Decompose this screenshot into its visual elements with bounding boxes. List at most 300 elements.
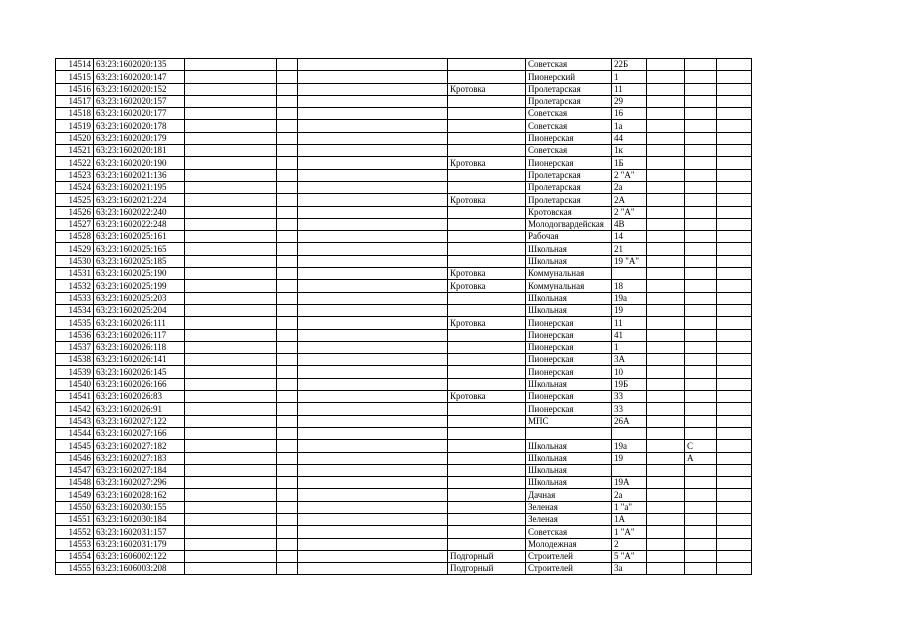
district-cell [298,329,448,341]
empty-cell [277,268,298,280]
building-letter-cell [685,108,717,120]
empty-cell [277,452,298,464]
village-cell [448,366,526,378]
building-letter-cell [685,255,717,267]
house-number-cell: 16 [612,108,647,120]
house-number-cell: 1 "А" [612,526,647,538]
address-table [55,58,752,575]
empty-cell [647,317,685,329]
house-number-cell: 11 [612,317,647,329]
table-row [56,83,752,95]
building-letter-cell [685,59,717,71]
street-cell: Коммунальная [526,268,612,280]
empty-cell [185,304,277,316]
building-letter-cell [685,366,717,378]
cadastral-number-cell: 63:23:1602020:181 [94,145,185,157]
empty-cell [647,477,685,489]
village-cell [448,464,526,476]
house-number-cell: 14 [612,231,647,243]
cadastral-number-cell: 63:23:1602027:183 [94,452,185,464]
building-letter-cell [685,206,717,218]
building-letter-cell [685,538,717,550]
district-cell [298,366,448,378]
empty-cell [647,243,685,255]
village-cell: Кротовка [448,317,526,329]
house-number-cell: 11 [612,83,647,95]
empty-cell [277,71,298,83]
house-number-cell: 19а [612,440,647,452]
empty-cell [277,132,298,144]
table-row [56,427,752,439]
street-cell: Зеленая [526,501,612,513]
empty-cell [717,354,752,366]
empty-cell [647,440,685,452]
house-number-cell: 19А [612,477,647,489]
empty-cell [717,440,752,452]
empty-cell [185,59,277,71]
building-letter-cell [685,145,717,157]
empty-cell [717,329,752,341]
building-letter-cell [685,157,717,169]
village-cell [448,452,526,464]
cadastral-number-cell: 63:23:1602030:155 [94,501,185,513]
cadastral-number-cell: 63:23:1602025:165 [94,243,185,255]
district-cell [298,243,448,255]
row-number-cell: 14522 [56,157,94,169]
district-cell [298,218,448,230]
table-row [56,464,752,476]
district-cell [298,452,448,464]
empty-cell [277,366,298,378]
row-number-cell: 14542 [56,403,94,415]
street-cell: Пионерская [526,391,612,403]
empty-cell [647,206,685,218]
row-number-cell: 14530 [56,255,94,267]
cadastral-number-cell: 63:23:1602020:179 [94,132,185,144]
village-cell [448,108,526,120]
house-number-cell: 19 [612,304,647,316]
empty-cell [277,391,298,403]
village-cell [448,501,526,513]
empty-cell [717,280,752,292]
house-number-cell: 19Б [612,378,647,390]
empty-cell [277,378,298,390]
street-cell: Школьная [526,464,612,476]
district-cell [298,59,448,71]
empty-cell [277,108,298,120]
district-cell [298,464,448,476]
empty-cell [185,95,277,107]
house-number-cell: 2а [612,489,647,501]
empty-cell [277,477,298,489]
row-number-cell: 14520 [56,132,94,144]
village-cell: Кротовка [448,83,526,95]
empty-cell [647,329,685,341]
building-letter-cell [685,513,717,525]
cadastral-number-cell: 63:23:1602027:122 [94,415,185,427]
table-row [56,268,752,280]
district-cell [298,206,448,218]
empty-cell [185,452,277,464]
cadastral-number-cell: 63:23:1602020:135 [94,59,185,71]
empty-cell [185,440,277,452]
district-cell [298,194,448,206]
building-letter-cell [685,329,717,341]
empty-cell [717,108,752,120]
table-row [56,329,752,341]
empty-cell [185,145,277,157]
building-letter-cell [685,550,717,562]
empty-cell [647,513,685,525]
empty-cell [185,341,277,353]
row-number-cell: 14547 [56,464,94,476]
building-letter-cell [685,317,717,329]
district-cell [298,415,448,427]
table-body [56,59,752,575]
village-cell [448,403,526,415]
empty-cell [277,354,298,366]
empty-cell [185,477,277,489]
street-cell: Пионерская [526,329,612,341]
district-cell [298,292,448,304]
street-cell: Дачная [526,489,612,501]
table-row [56,95,752,107]
cadastral-number-cell: 63:23:1602020:152 [94,83,185,95]
building-letter-cell [685,169,717,181]
empty-cell [717,255,752,267]
empty-cell [717,132,752,144]
district-cell [298,440,448,452]
cadastral-number-cell: 63:23:1602031:179 [94,538,185,550]
table-row [56,550,752,562]
empty-cell [647,145,685,157]
row-number-cell: 14548 [56,477,94,489]
house-number-cell: 4В [612,218,647,230]
empty-cell [647,95,685,107]
building-letter-cell [685,95,717,107]
empty-cell [647,169,685,181]
row-number-cell: 14553 [56,538,94,550]
village-cell [448,255,526,267]
village-cell [448,354,526,366]
village-cell [448,120,526,132]
empty-cell [717,427,752,439]
district-cell [298,304,448,316]
building-letter-cell [685,280,717,292]
empty-cell [185,194,277,206]
table-row [56,120,752,132]
cadastral-number-cell: 63:23:1602027:166 [94,427,185,439]
building-letter-cell [685,83,717,95]
table-row [56,378,752,390]
empty-cell [717,292,752,304]
empty-cell [185,366,277,378]
empty-cell [647,391,685,403]
table-row [56,354,752,366]
empty-cell [277,403,298,415]
empty-cell [717,403,752,415]
street-cell: Пионерский [526,71,612,83]
table-row [56,526,752,538]
table-row [56,108,752,120]
cadastral-number-cell: 63:23:1602025:204 [94,304,185,316]
building-letter-cell [685,563,717,575]
village-cell [448,489,526,501]
district-cell [298,563,448,575]
cadastral-number-cell: 63:23:1602021:136 [94,169,185,181]
street-cell: Школьная [526,255,612,267]
empty-cell [717,538,752,550]
empty-cell [185,231,277,243]
empty-cell [647,415,685,427]
table-row [56,415,752,427]
street-cell: Пролетарская [526,83,612,95]
village-cell [448,132,526,144]
empty-cell [717,83,752,95]
empty-cell [647,304,685,316]
cadastral-number-cell: 63:23:1602025:203 [94,292,185,304]
house-number-cell: 1а [612,120,647,132]
row-number-cell: 14533 [56,292,94,304]
row-number-cell: 14526 [56,206,94,218]
empty-cell [277,157,298,169]
row-number-cell: 14543 [56,415,94,427]
empty-cell [717,452,752,464]
empty-cell [277,292,298,304]
street-cell: Советская [526,526,612,538]
empty-cell [277,538,298,550]
street-cell: Коммунальная [526,280,612,292]
building-letter-cell [685,71,717,83]
empty-cell [717,59,752,71]
row-number-cell: 14534 [56,304,94,316]
empty-cell [185,464,277,476]
street-cell: МПС [526,415,612,427]
row-number-cell: 14545 [56,440,94,452]
house-number-cell: 2 "А" [612,206,647,218]
cadastral-number-cell: 63:23:1602026:91 [94,403,185,415]
empty-cell [717,194,752,206]
empty-cell [717,268,752,280]
cadastral-number-cell: 63:23:1602025:185 [94,255,185,267]
cadastral-number-cell: 63:23:1602027:296 [94,477,185,489]
table-row [56,366,752,378]
empty-cell [717,243,752,255]
empty-cell [647,526,685,538]
empty-cell [647,378,685,390]
row-number-cell: 14525 [56,194,94,206]
street-cell: Пионерская [526,366,612,378]
street-cell: Пионерская [526,341,612,353]
table-row [56,181,752,193]
empty-cell [717,231,752,243]
building-letter-cell [685,427,717,439]
cadastral-number-cell: 63:23:1602027:182 [94,440,185,452]
cadastral-number-cell: 63:23:1606002:122 [94,550,185,562]
district-cell [298,268,448,280]
empty-cell [185,243,277,255]
empty-cell [277,440,298,452]
table-row [56,231,752,243]
building-letter-cell: А [685,452,717,464]
table-row [56,157,752,169]
house-number-cell: 2а [612,181,647,193]
building-letter-cell [685,489,717,501]
village-cell [448,427,526,439]
empty-cell [647,218,685,230]
street-cell: Пионерская [526,157,612,169]
empty-cell [277,59,298,71]
house-number-cell: 29 [612,95,647,107]
row-number-cell: 14552 [56,526,94,538]
district-cell [298,157,448,169]
row-number-cell: 14538 [56,354,94,366]
house-number-cell: 21 [612,243,647,255]
empty-cell [717,157,752,169]
district-cell [298,341,448,353]
cadastral-number-cell: 63:23:1602026:118 [94,341,185,353]
cadastral-number-cell: 63:23:1602020:177 [94,108,185,120]
row-number-cell: 14540 [56,378,94,390]
row-number-cell: 14524 [56,181,94,193]
empty-cell [277,341,298,353]
building-letter-cell [685,354,717,366]
street-cell: Пролетарская [526,181,612,193]
empty-cell [185,550,277,562]
house-number-cell: 26А [612,415,647,427]
village-cell [448,341,526,353]
street-cell: Строителей [526,563,612,575]
village-cell [448,71,526,83]
empty-cell [277,526,298,538]
village-cell [448,513,526,525]
table-row [56,477,752,489]
table-row [56,71,752,83]
street-cell: Советская [526,120,612,132]
district-cell [298,526,448,538]
table-row [56,403,752,415]
empty-cell [647,464,685,476]
street-cell: Школьная [526,292,612,304]
district-cell [298,477,448,489]
house-number-cell: 2 [612,538,647,550]
house-number-cell: 44 [612,132,647,144]
row-number-cell: 14529 [56,243,94,255]
empty-cell [717,501,752,513]
cadastral-number-cell: 63:23:1602031:157 [94,526,185,538]
cadastral-number-cell: 63:23:1602026:83 [94,391,185,403]
empty-cell [647,280,685,292]
empty-cell [647,120,685,132]
empty-cell [647,83,685,95]
empty-cell [277,169,298,181]
row-number-cell: 14527 [56,218,94,230]
village-cell [448,477,526,489]
empty-cell [717,206,752,218]
empty-cell [717,120,752,132]
empty-cell [717,95,752,107]
empty-cell [717,391,752,403]
village-cell [448,231,526,243]
cadastral-number-cell: 63:23:1602026:166 [94,378,185,390]
street-cell: Рабочая [526,231,612,243]
house-number-cell: 19 [612,452,647,464]
district-cell [298,403,448,415]
cadastral-number-cell: 63:23:1602027:184 [94,464,185,476]
street-cell: Школьная [526,304,612,316]
district-cell [298,317,448,329]
empty-cell [185,427,277,439]
empty-cell [647,71,685,83]
empty-cell [277,329,298,341]
district-cell [298,181,448,193]
cadastral-number-cell: 63:23:1602025:161 [94,231,185,243]
house-number-cell: 1 [612,341,647,353]
row-number-cell: 14554 [56,550,94,562]
empty-cell [647,550,685,562]
empty-cell [185,513,277,525]
street-cell: Кротовская [526,206,612,218]
street-cell: Советская [526,59,612,71]
village-cell: Кротовка [448,391,526,403]
empty-cell [717,477,752,489]
street-cell: Молодогвардейская [526,218,612,230]
row-number-cell: 14519 [56,120,94,132]
row-number-cell: 14514 [56,59,94,71]
cadastral-number-cell: 63:23:1602026:145 [94,366,185,378]
empty-cell [185,563,277,575]
village-cell: Кротовка [448,194,526,206]
empty-cell [277,304,298,316]
empty-cell [277,427,298,439]
row-number-cell: 14537 [56,341,94,353]
district-cell [298,83,448,95]
empty-cell [185,169,277,181]
empty-cell [277,489,298,501]
cadastral-number-cell: 63:23:1602025:199 [94,280,185,292]
empty-cell [185,132,277,144]
empty-cell [717,317,752,329]
empty-cell [717,464,752,476]
street-cell: Советская [526,145,612,157]
house-number-cell: 10 [612,366,647,378]
empty-cell [647,427,685,439]
empty-cell [277,95,298,107]
table-row [56,538,752,550]
row-number-cell: 14544 [56,427,94,439]
empty-cell [185,403,277,415]
table-row [56,59,752,71]
empty-cell [277,231,298,243]
empty-cell [717,304,752,316]
building-letter-cell [685,403,717,415]
street-cell: Пионерская [526,317,612,329]
district-cell [298,354,448,366]
row-number-cell: 14539 [56,366,94,378]
empty-cell [717,366,752,378]
district-cell [298,145,448,157]
village-cell [448,304,526,316]
empty-cell [185,157,277,169]
empty-cell [647,194,685,206]
row-number-cell: 14541 [56,391,94,403]
empty-cell [717,181,752,193]
street-cell: Зеленая [526,513,612,525]
village-cell: Кротовка [448,268,526,280]
cadastral-number-cell: 63:23:1606003:208 [94,563,185,575]
empty-cell [647,108,685,120]
street-cell: Школьная [526,243,612,255]
